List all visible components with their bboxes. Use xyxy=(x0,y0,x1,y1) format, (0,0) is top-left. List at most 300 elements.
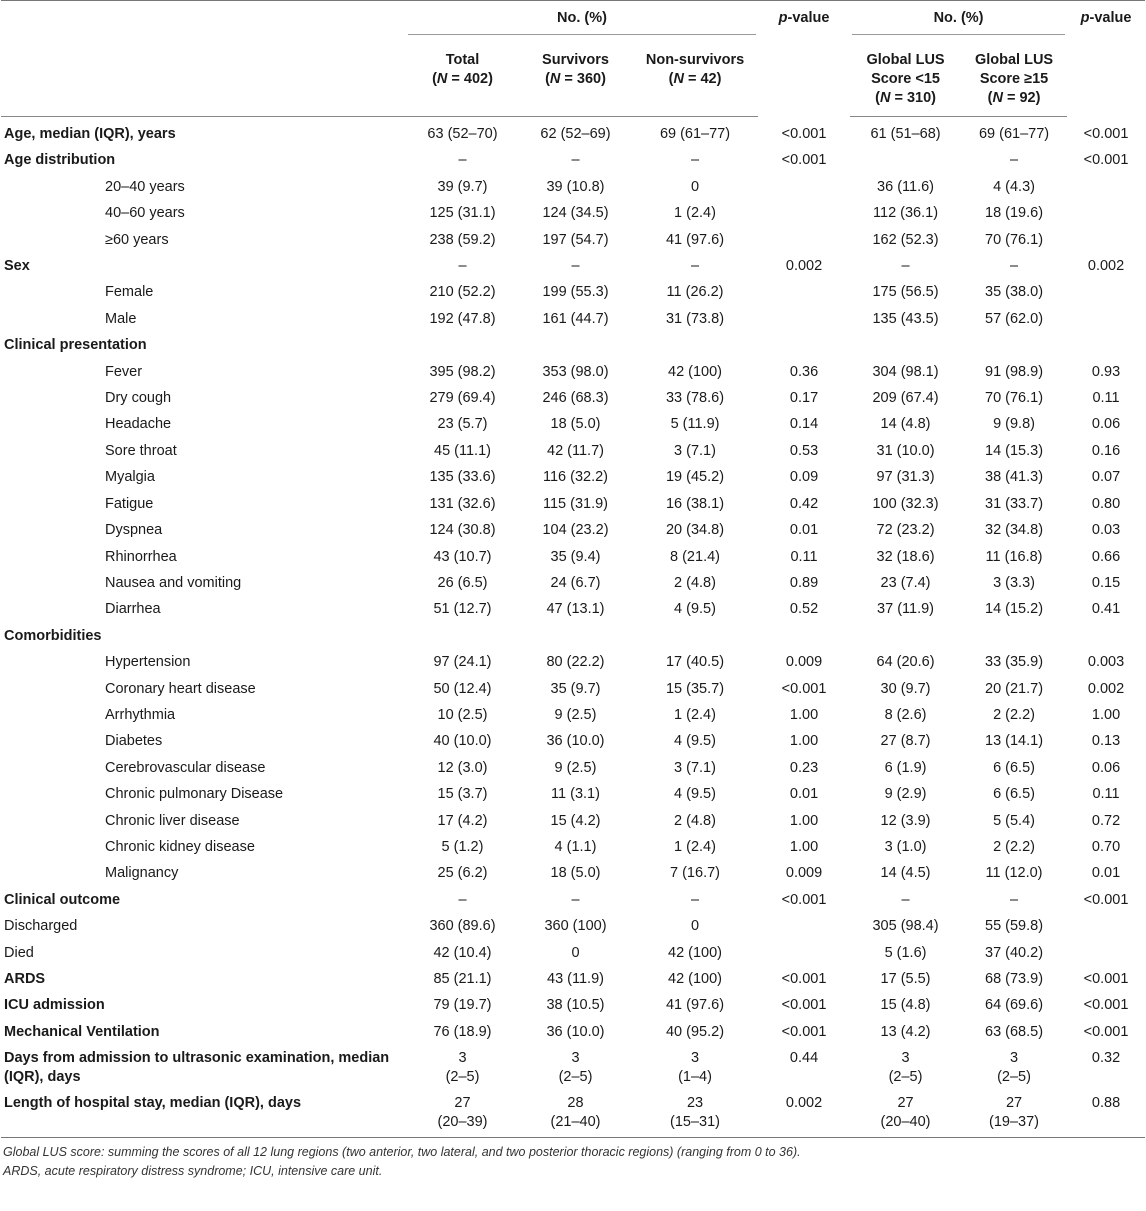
table-row xyxy=(1,464,1145,490)
table-cell: <0.001 xyxy=(781,891,827,908)
table-cell: 72 (23.2) xyxy=(876,522,935,539)
table-cell: 20 (34.8) xyxy=(665,522,725,539)
table-cell: 135 (33.6) xyxy=(429,469,496,486)
table-row xyxy=(1,966,1145,992)
cell-line: (20–39) xyxy=(437,1113,488,1130)
table-cell: 9 (9.8) xyxy=(993,416,1035,433)
row-label: Male xyxy=(105,310,137,327)
table-cell: – xyxy=(458,152,467,169)
characteristics-table xyxy=(1,0,1145,1138)
table-row xyxy=(1,728,1145,754)
cell-line: 3 xyxy=(458,1050,467,1067)
table-cell: 6 (6.5) xyxy=(993,786,1035,803)
table-cell: 38 (41.3) xyxy=(985,469,1044,486)
table-cell: 42 (100) xyxy=(668,363,723,380)
table-cell: 116 (32.2) xyxy=(542,469,609,486)
cell-line: 0.88 xyxy=(1091,1095,1121,1112)
cell-line: (15–31) xyxy=(670,1113,720,1130)
table-cell: 5 (1.6) xyxy=(884,944,927,961)
row-label: ICU admission xyxy=(4,997,105,1014)
table-cell: 0.41 xyxy=(1091,601,1121,618)
row-label: Hypertension xyxy=(105,654,191,671)
table-cell: 0.66 xyxy=(1091,548,1121,565)
table-cell: – xyxy=(571,258,580,275)
column-header-line: Global LUS xyxy=(974,52,1054,68)
table-row xyxy=(1,517,1145,543)
table-cell: 57 (62.0) xyxy=(985,310,1044,327)
table-row xyxy=(1,1045,1145,1090)
table-cell: 18 (5.0) xyxy=(550,865,601,882)
column-header-n: (N = 42) xyxy=(668,71,722,87)
table-cell: – xyxy=(690,152,700,169)
cell-line: (2–5) xyxy=(997,1068,1031,1085)
table-cell: 33 (78.6) xyxy=(665,390,725,407)
table-cell: 31 (33.7) xyxy=(985,495,1044,512)
group1-header: No. (%) xyxy=(406,1,758,44)
table-cell: <0.001 xyxy=(781,997,827,1014)
column-header-line: Non-survivors xyxy=(645,52,745,68)
table-row xyxy=(1,332,1145,358)
footnote: Global LUS score: summing the scores of all 12 lung regions (two anterior, two lateral, and two posterior thoracic regions) (ranging from 0 to 36). xyxy=(3,1145,801,1160)
table-cell: 69 (61–77) xyxy=(659,126,731,142)
table-cell: 0.01 xyxy=(1091,865,1121,882)
table-cell: <0.001 xyxy=(781,125,827,142)
table-cell: 6 (6.5) xyxy=(993,759,1035,776)
table-cell xyxy=(406,332,519,358)
cell-line: 3 xyxy=(1009,1050,1019,1067)
table-cell: 0.13 xyxy=(1091,733,1121,750)
table-cell: – xyxy=(690,258,700,275)
table-cell: – xyxy=(458,258,467,275)
table-cell: 0.53 xyxy=(789,442,819,459)
table-cell: – xyxy=(571,891,580,908)
column-header-n: (N = 360) xyxy=(545,71,606,87)
table-cell: 0.11 xyxy=(790,548,818,565)
table-cell: 161 (44.7) xyxy=(542,310,609,327)
cell-line: 3 xyxy=(690,1050,700,1067)
cell-line: (2–5) xyxy=(888,1068,923,1085)
table-cell: 18 (19.6) xyxy=(985,205,1044,222)
table-cell: <0.001 xyxy=(781,152,827,169)
table-cell: 3 (7.1) xyxy=(674,759,716,776)
table-cell: – xyxy=(1009,152,1019,169)
row-label: Diarrhea xyxy=(105,601,161,618)
table-footnotes xyxy=(0,1143,1146,1181)
table-cell: 4 (9.5) xyxy=(674,601,716,618)
table-cell: 70 (76.1) xyxy=(985,390,1044,407)
table-cell: 199 (55.3) xyxy=(542,284,609,301)
table-cell: 41 (97.6) xyxy=(665,231,725,248)
table-cell: 0.80 xyxy=(1091,495,1121,512)
table-cell: <0.001 xyxy=(1083,1023,1129,1040)
table-row xyxy=(1,649,1145,675)
table-cell: 0.52 xyxy=(789,601,819,618)
table-cell: 11 (3.1) xyxy=(551,786,600,803)
table-row xyxy=(1,227,1145,253)
table-row xyxy=(1,913,1145,939)
group2-header: No. (%) xyxy=(850,1,1067,44)
row-label: Chronic liver disease xyxy=(105,812,240,829)
table-row xyxy=(1,940,1145,966)
table-cell: 8 (2.6) xyxy=(884,706,927,723)
table-cell: 0.11 xyxy=(1092,786,1120,803)
table-row xyxy=(1,1090,1145,1138)
table-cell: 197 (54.7) xyxy=(542,231,609,248)
table-cell xyxy=(632,623,758,649)
table-cell: 0.42 xyxy=(789,495,819,512)
table-cell: 0.003 xyxy=(1087,654,1125,671)
table-cell: – xyxy=(1009,258,1019,275)
table-cell xyxy=(632,332,758,358)
table-cell: 97 (24.1) xyxy=(433,654,492,671)
row-label: Sex xyxy=(4,258,30,275)
table-cell: 0.002 xyxy=(1087,258,1125,275)
table-cell: 131 (32.6) xyxy=(429,495,496,512)
table-cell: – xyxy=(690,891,700,908)
table-cell: 41 (97.6) xyxy=(665,997,725,1014)
table-cell: 0.93 xyxy=(1091,363,1121,380)
table-cell xyxy=(961,332,1067,358)
table-cell xyxy=(1067,306,1145,332)
table-cell: 0.36 xyxy=(789,363,819,380)
table-cell: 135 (43.5) xyxy=(872,310,939,327)
table-cell xyxy=(961,1090,1067,1138)
table-cell: <0.001 xyxy=(1083,997,1129,1014)
row-label: Nausea and vomiting xyxy=(105,574,242,591)
table-cell xyxy=(758,227,850,253)
table-row xyxy=(1,385,1145,411)
table-row xyxy=(1,359,1145,385)
row-label: 20–40 years xyxy=(105,178,185,195)
table-cell: 192 (47.8) xyxy=(429,310,496,327)
table-cell: – xyxy=(901,891,910,908)
table-cell: 1.00 xyxy=(789,838,819,855)
table-cell: 0.009 xyxy=(785,865,823,882)
table-cell: 24 (6.7) xyxy=(550,574,601,591)
table-cell: 39 (9.7) xyxy=(437,178,488,195)
table-cell: 0.70 xyxy=(1091,838,1121,855)
table-cell xyxy=(758,623,850,649)
table-row xyxy=(1,117,1145,148)
table-cell: 63 (68.5) xyxy=(985,1023,1044,1040)
row-label: Discharged xyxy=(4,918,78,935)
cell-line: 27 xyxy=(454,1095,471,1112)
table-row xyxy=(1,808,1145,834)
table-cell: 16 (38.1) xyxy=(665,495,725,512)
table-cell xyxy=(1067,200,1145,226)
table-cell: 0 xyxy=(571,944,580,961)
row-label: Length of hospital stay, median (IQR), days xyxy=(1,1090,406,1138)
table-cell: 8 (21.4) xyxy=(670,548,720,565)
table-cell xyxy=(758,1090,850,1138)
table-cell: 0.23 xyxy=(789,759,819,776)
table-cell: <0.001 xyxy=(1083,125,1129,142)
table-cell: 3 (1.0) xyxy=(884,838,927,855)
table-cell: 0.17 xyxy=(789,390,819,407)
table-cell: 100 (32.3) xyxy=(872,495,939,512)
table-cell: 125 (31.1) xyxy=(429,205,496,222)
table-cell: 13 (14.1) xyxy=(985,733,1044,750)
cell-line: 27 xyxy=(1005,1095,1023,1112)
table-cell xyxy=(850,332,961,358)
table-cell xyxy=(406,1045,519,1090)
table-cell: 55 (59.8) xyxy=(985,918,1044,935)
column-header-non-survivors xyxy=(632,43,758,117)
table-cell: 76 (18.9) xyxy=(433,1023,492,1040)
table-cell: 80 (22.2) xyxy=(546,654,605,671)
row-label: Died xyxy=(4,944,34,961)
table-cell: 63 (52–70) xyxy=(427,126,498,142)
row-label: Dyspnea xyxy=(105,522,163,539)
table-row xyxy=(1,860,1145,886)
table-cell: 0.07 xyxy=(1091,469,1121,486)
table-cell: 31 (73.8) xyxy=(665,310,725,327)
table-cell: 26 (6.5) xyxy=(437,574,488,591)
table-row xyxy=(1,702,1145,728)
table-cell: 104 (23.2) xyxy=(542,522,609,539)
table-cell: 37 (40.2) xyxy=(985,944,1044,961)
table-cell: 0 xyxy=(690,178,700,195)
table-cell: 246 (68.3) xyxy=(542,390,609,407)
table-cell: 14 (15.2) xyxy=(985,601,1044,618)
table-cell: 115 (31.9) xyxy=(542,495,609,512)
table-cell xyxy=(406,623,519,649)
table-cell: 45 (11.1) xyxy=(434,442,491,459)
table-row xyxy=(1,174,1145,200)
table-cell: 17 (5.5) xyxy=(880,971,931,987)
table-row xyxy=(1,491,1145,517)
column-header-line: Score <15 xyxy=(871,71,940,87)
table-cell: 2 (2.2) xyxy=(993,706,1035,723)
table-cell xyxy=(850,147,961,173)
table-cell: 112 (36.1) xyxy=(873,205,939,222)
row-label: Cerebrovascular disease xyxy=(105,759,266,776)
column-header-total xyxy=(406,43,519,117)
table-cell: 42 (11.7) xyxy=(547,442,604,459)
cell-line: (21–40) xyxy=(550,1113,601,1130)
table-cell: 1.00 xyxy=(789,706,819,723)
table-cell: 1 (2.4) xyxy=(674,205,716,222)
table-cell: 30 (9.7) xyxy=(880,680,931,697)
table-cell: 353 (98.0) xyxy=(542,363,609,380)
table-cell: 0.72 xyxy=(1091,812,1121,829)
table-cell: 14 (4.5) xyxy=(880,865,931,882)
table-cell: 2 (2.2) xyxy=(993,838,1035,855)
table-cell: <0.001 xyxy=(1083,891,1129,908)
table-cell: 68 (73.9) xyxy=(985,971,1044,987)
table-cell: 124 (30.8) xyxy=(429,522,496,539)
table-cell: 25 (6.2) xyxy=(437,865,488,882)
table-cell: 2 (4.8) xyxy=(674,812,716,829)
table-cell: 38 (10.5) xyxy=(546,997,605,1014)
table-cell: – xyxy=(901,258,910,275)
table-cell: 304 (98.1) xyxy=(872,363,939,380)
table-cell: 47 (13.1) xyxy=(546,601,605,618)
table-cell: 305 (98.4) xyxy=(872,918,939,935)
table-cell: 0 xyxy=(690,918,700,935)
table-cell: 35 (9.7) xyxy=(550,680,601,697)
table-cell: 210 (52.2) xyxy=(429,284,496,301)
cell-line: 23 xyxy=(686,1095,704,1112)
row-label: Days from admission to ultrasonic examination, median (IQR), days xyxy=(4,1050,390,1085)
table-cell xyxy=(850,1090,961,1138)
table-cell: – xyxy=(571,152,580,169)
table-cell xyxy=(1067,332,1145,358)
pvalue-header-2: p-value xyxy=(1067,1,1145,117)
table-cell: 12 (3.9) xyxy=(880,812,931,829)
table-cell: 2 (4.8) xyxy=(674,574,716,591)
table-cell: – xyxy=(1009,891,1019,908)
table-row xyxy=(1,887,1145,913)
table-cell: 5 (5.4) xyxy=(993,812,1035,829)
table-cell: 0.09 xyxy=(789,469,819,486)
table-cell: 360 (89.6) xyxy=(429,918,496,935)
table-cell: 97 (31.3) xyxy=(876,469,935,486)
table-cell xyxy=(758,200,850,226)
row-label: Dry cough xyxy=(105,390,172,407)
cell-line: 0.32 xyxy=(1091,1050,1121,1067)
table-cell xyxy=(1067,227,1145,253)
table-cell: 20 (21.7) xyxy=(985,680,1044,697)
table-cell: 0.01 xyxy=(789,786,819,803)
table-cell xyxy=(1067,174,1145,200)
table-row xyxy=(1,755,1145,781)
table-row xyxy=(1,147,1145,173)
table-cell: 36 (10.0) xyxy=(546,733,605,750)
table-row xyxy=(1,596,1145,622)
table-cell xyxy=(961,623,1067,649)
table-cell: 1 (2.4) xyxy=(674,706,716,723)
table-cell: 0.06 xyxy=(1091,416,1121,433)
table-cell: 35 (38.0) xyxy=(985,284,1044,301)
table-row xyxy=(1,438,1145,464)
table-cell: <0.001 xyxy=(1083,971,1129,987)
table-cell: 12 (3.0) xyxy=(437,759,488,776)
cell-line: 27 xyxy=(897,1095,914,1112)
table-cell: 238 (59.2) xyxy=(429,231,496,248)
table-cell: <0.001 xyxy=(781,680,827,697)
row-label: Age, median (IQR), years xyxy=(4,126,176,142)
table-cell: 15 (35.7) xyxy=(665,680,725,697)
table-cell: 61 (51–68) xyxy=(870,126,941,142)
row-label: ARDS xyxy=(4,971,46,987)
table-cell: 9 (2.5) xyxy=(554,759,597,776)
table-cell xyxy=(519,332,632,358)
table-cell xyxy=(1067,1090,1145,1138)
table-cell: 15 (4.8) xyxy=(880,997,931,1014)
row-label: Myalgia xyxy=(105,469,155,486)
column-header-lus-ge15 xyxy=(961,43,1067,117)
row-label: Chronic pulmonary Disease xyxy=(105,786,284,803)
cell-line: (1–4) xyxy=(678,1068,712,1085)
row-label: Female xyxy=(105,284,154,301)
table-row xyxy=(1,411,1145,437)
table-cell xyxy=(632,1090,758,1138)
table-cell: 0.89 xyxy=(789,574,819,591)
row-label: Malignancy xyxy=(105,865,179,882)
table-cell: 4 (4.3) xyxy=(993,178,1035,195)
table-cell: 13 (4.2) xyxy=(880,1023,931,1040)
header-blank xyxy=(1,1,406,44)
table-cell: 279 (69.4) xyxy=(429,390,496,407)
table-cell: 15 (4.2) xyxy=(550,812,601,829)
row-label: Sore throat xyxy=(105,442,177,459)
table-cell: 360 (100) xyxy=(544,918,607,935)
column-header-lus-lt15 xyxy=(850,43,961,117)
column-header-line: Total xyxy=(445,52,480,68)
table-cell: 175 (56.5) xyxy=(872,284,939,301)
cell-line: 0.002 xyxy=(785,1095,823,1112)
table-row xyxy=(1,781,1145,807)
table-cell: 64 (69.6) xyxy=(985,997,1044,1014)
table-cell: 23 (5.7) xyxy=(437,416,488,433)
table-cell: 5 (1.2) xyxy=(441,838,484,855)
table-cell: 9 (2.9) xyxy=(884,786,927,803)
table-cell xyxy=(1067,279,1145,305)
row-label: Arrhythmia xyxy=(105,706,176,723)
table-cell xyxy=(406,1090,519,1138)
row-label: Fatigue xyxy=(105,495,154,512)
cell-line: (2–5) xyxy=(445,1068,480,1085)
table-row xyxy=(1,306,1145,332)
table-cell: 6 (1.9) xyxy=(884,759,927,776)
table-cell: 4 (1.1) xyxy=(554,838,597,855)
table-cell: 0.03 xyxy=(1091,522,1121,539)
cell-line: (20–40) xyxy=(880,1113,931,1130)
table-cell: 0.14 xyxy=(789,416,819,433)
table-cell xyxy=(758,279,850,305)
table-cell: 0.15 xyxy=(1091,574,1121,591)
table-cell: 31 (10.0) xyxy=(876,442,935,459)
table-row xyxy=(1,570,1145,596)
table-cell: 11 (12.0) xyxy=(985,865,1043,882)
row-label: Headache xyxy=(105,416,172,433)
table-cell: 162 (52.3) xyxy=(872,231,939,248)
row-label: Chronic kidney disease xyxy=(105,838,255,855)
row-label: ≥60 years xyxy=(105,231,169,248)
table-cell: 37 (11.9) xyxy=(877,601,935,618)
table-cell: 43 (11.9) xyxy=(547,971,604,987)
table-cell: 4 (9.5) xyxy=(674,733,716,750)
cell-line: 28 xyxy=(567,1095,584,1112)
table-cell: 62 (52–69) xyxy=(540,126,611,142)
table-row xyxy=(1,623,1145,649)
table-cell: 32 (18.6) xyxy=(876,548,935,565)
pvalue-header-1: p-value xyxy=(758,1,850,117)
table-cell: 23 (7.4) xyxy=(880,574,931,591)
table-cell: 4 (9.5) xyxy=(674,786,716,803)
table-cell: 79 (19.7) xyxy=(433,997,492,1014)
table-cell: 43 (10.7) xyxy=(433,548,492,565)
table-cell: 91 (98.9) xyxy=(985,363,1044,380)
table-cell: 9 (2.5) xyxy=(554,706,597,723)
table-cell: 42 (100) xyxy=(668,971,723,987)
row-label: Clinical presentation xyxy=(4,337,147,354)
table-cell: 3 (7.1) xyxy=(674,442,716,459)
row-label: Fever xyxy=(105,363,143,380)
table-cell: 51 (12.7) xyxy=(433,601,492,618)
table-cell: 50 (12.4) xyxy=(433,680,492,697)
table-cell: 0.11 xyxy=(1092,390,1120,407)
table-row xyxy=(1,1019,1145,1045)
table-cell: 17 (40.5) xyxy=(665,654,725,671)
table-cell xyxy=(1067,1045,1145,1090)
column-header-line: Score ≥15 xyxy=(979,71,1049,87)
table-cell xyxy=(758,913,850,939)
table-cell: 17 (4.2) xyxy=(437,812,488,829)
table-cell: 0.002 xyxy=(785,258,823,275)
table-row xyxy=(1,253,1145,279)
